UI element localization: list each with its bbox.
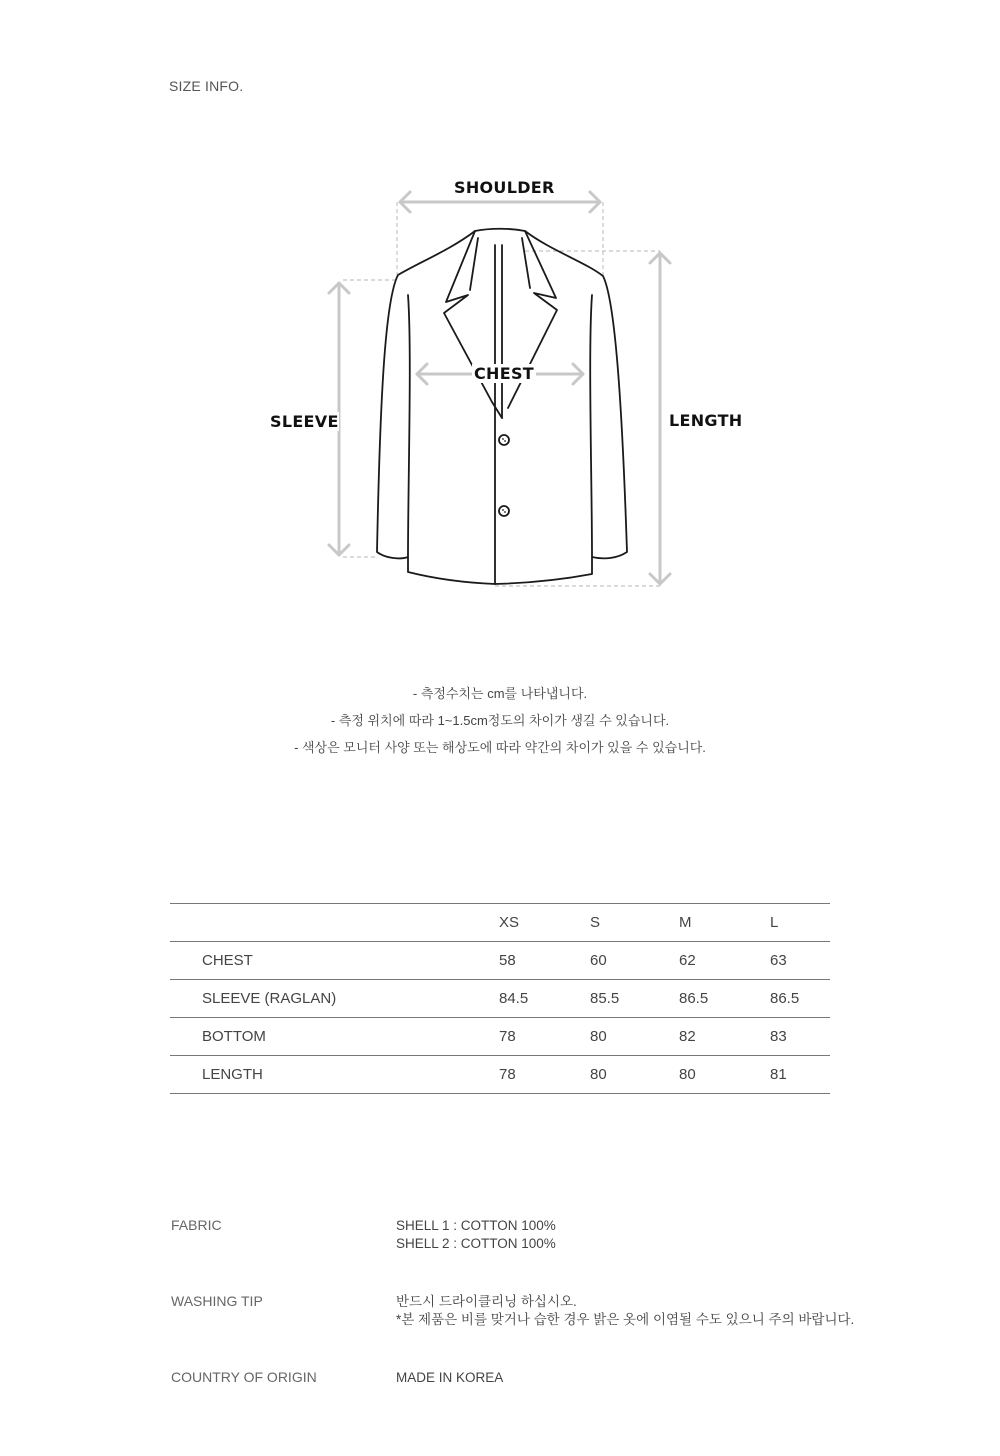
- table-cell: 85.5: [590, 980, 679, 1018]
- table-cell: 78: [499, 1018, 590, 1056]
- table-row: [170, 1056, 830, 1094]
- table-row: [170, 942, 830, 980]
- table-cell: 84.5: [499, 980, 590, 1018]
- table-cell: 86.5: [679, 980, 770, 1018]
- shoulder-label: SHOULDER: [454, 178, 555, 197]
- table-header-cell: M: [679, 904, 770, 942]
- table-cell: 81: [770, 1056, 830, 1094]
- table-cell: 86.5: [770, 980, 830, 1018]
- table-cell: 83: [770, 1018, 830, 1056]
- chest-label: CHEST: [474, 364, 534, 383]
- note-line: - 측정수치는 cm를 나타냅니다.: [412, 686, 588, 701]
- sleeve-label: SLEEVE: [270, 412, 339, 431]
- size-table: [170, 903, 830, 1094]
- note-line: - 측정 위치에 따라 1~1.5cm정도의 차이가 생길 수 있습니다.: [330, 713, 670, 728]
- table-cell: CHEST: [170, 942, 499, 980]
- table-header-cell: XS: [499, 904, 590, 942]
- table-cell: 63: [770, 942, 830, 980]
- washing-tip-value: [396, 1293, 896, 1329]
- fabric-line: SHELL 1 : COTTON 100%: [396, 1218, 556, 1233]
- table-cell: 80: [590, 1018, 679, 1056]
- table-cell: 78: [499, 1056, 590, 1094]
- measurement-notes: [0, 680, 1000, 761]
- table-row: [170, 1018, 830, 1056]
- table-header-cell: S: [590, 904, 679, 942]
- table-cell: 58: [499, 942, 590, 980]
- table-header-cell: [170, 904, 499, 942]
- table-cell: 62: [679, 942, 770, 980]
- washing-tip-line: 반드시 드라이클리닝 하십시오.: [396, 1294, 577, 1309]
- section-title: SIZE INFO.: [169, 78, 244, 94]
- fabric-line: SHELL 2 : COTTON 100%: [396, 1236, 556, 1251]
- origin-value: [396, 1369, 896, 1387]
- jacket-measurement-diagram: [0, 150, 1000, 620]
- note-line: - 색상은 모니터 사양 또는 해상도에 따라 약간의 차이가 있을 수 있습니다.: [294, 740, 706, 755]
- table-header-row: [170, 904, 830, 942]
- fabric-label: FABRIC: [171, 1217, 222, 1233]
- length-label: LENGTH: [669, 411, 743, 430]
- table-cell: 82: [679, 1018, 770, 1056]
- table-row: [170, 980, 830, 1018]
- table-cell: BOTTOM: [170, 1018, 499, 1056]
- washing-tip-line: *본 제품은 비를 맞거나 습한 경우 밝은 옷에 이염될 수도 있으니 주의 바랍니다.: [396, 1312, 855, 1327]
- table-cell: 60: [590, 942, 679, 980]
- washing-tip-label: WASHING TIP: [171, 1293, 263, 1309]
- table-cell: 80: [590, 1056, 679, 1094]
- table-cell: SLEEVE (RAGLAN): [170, 980, 499, 1018]
- origin-label: COUNTRY OF ORIGIN: [171, 1369, 317, 1385]
- table-header-cell: L: [770, 904, 830, 942]
- fabric-value: [396, 1217, 896, 1253]
- origin-line: MADE IN KOREA: [396, 1370, 504, 1385]
- jacket-illustration: [0, 150, 1000, 620]
- table-cell: LENGTH: [170, 1056, 499, 1094]
- table-cell: 80: [679, 1056, 770, 1094]
